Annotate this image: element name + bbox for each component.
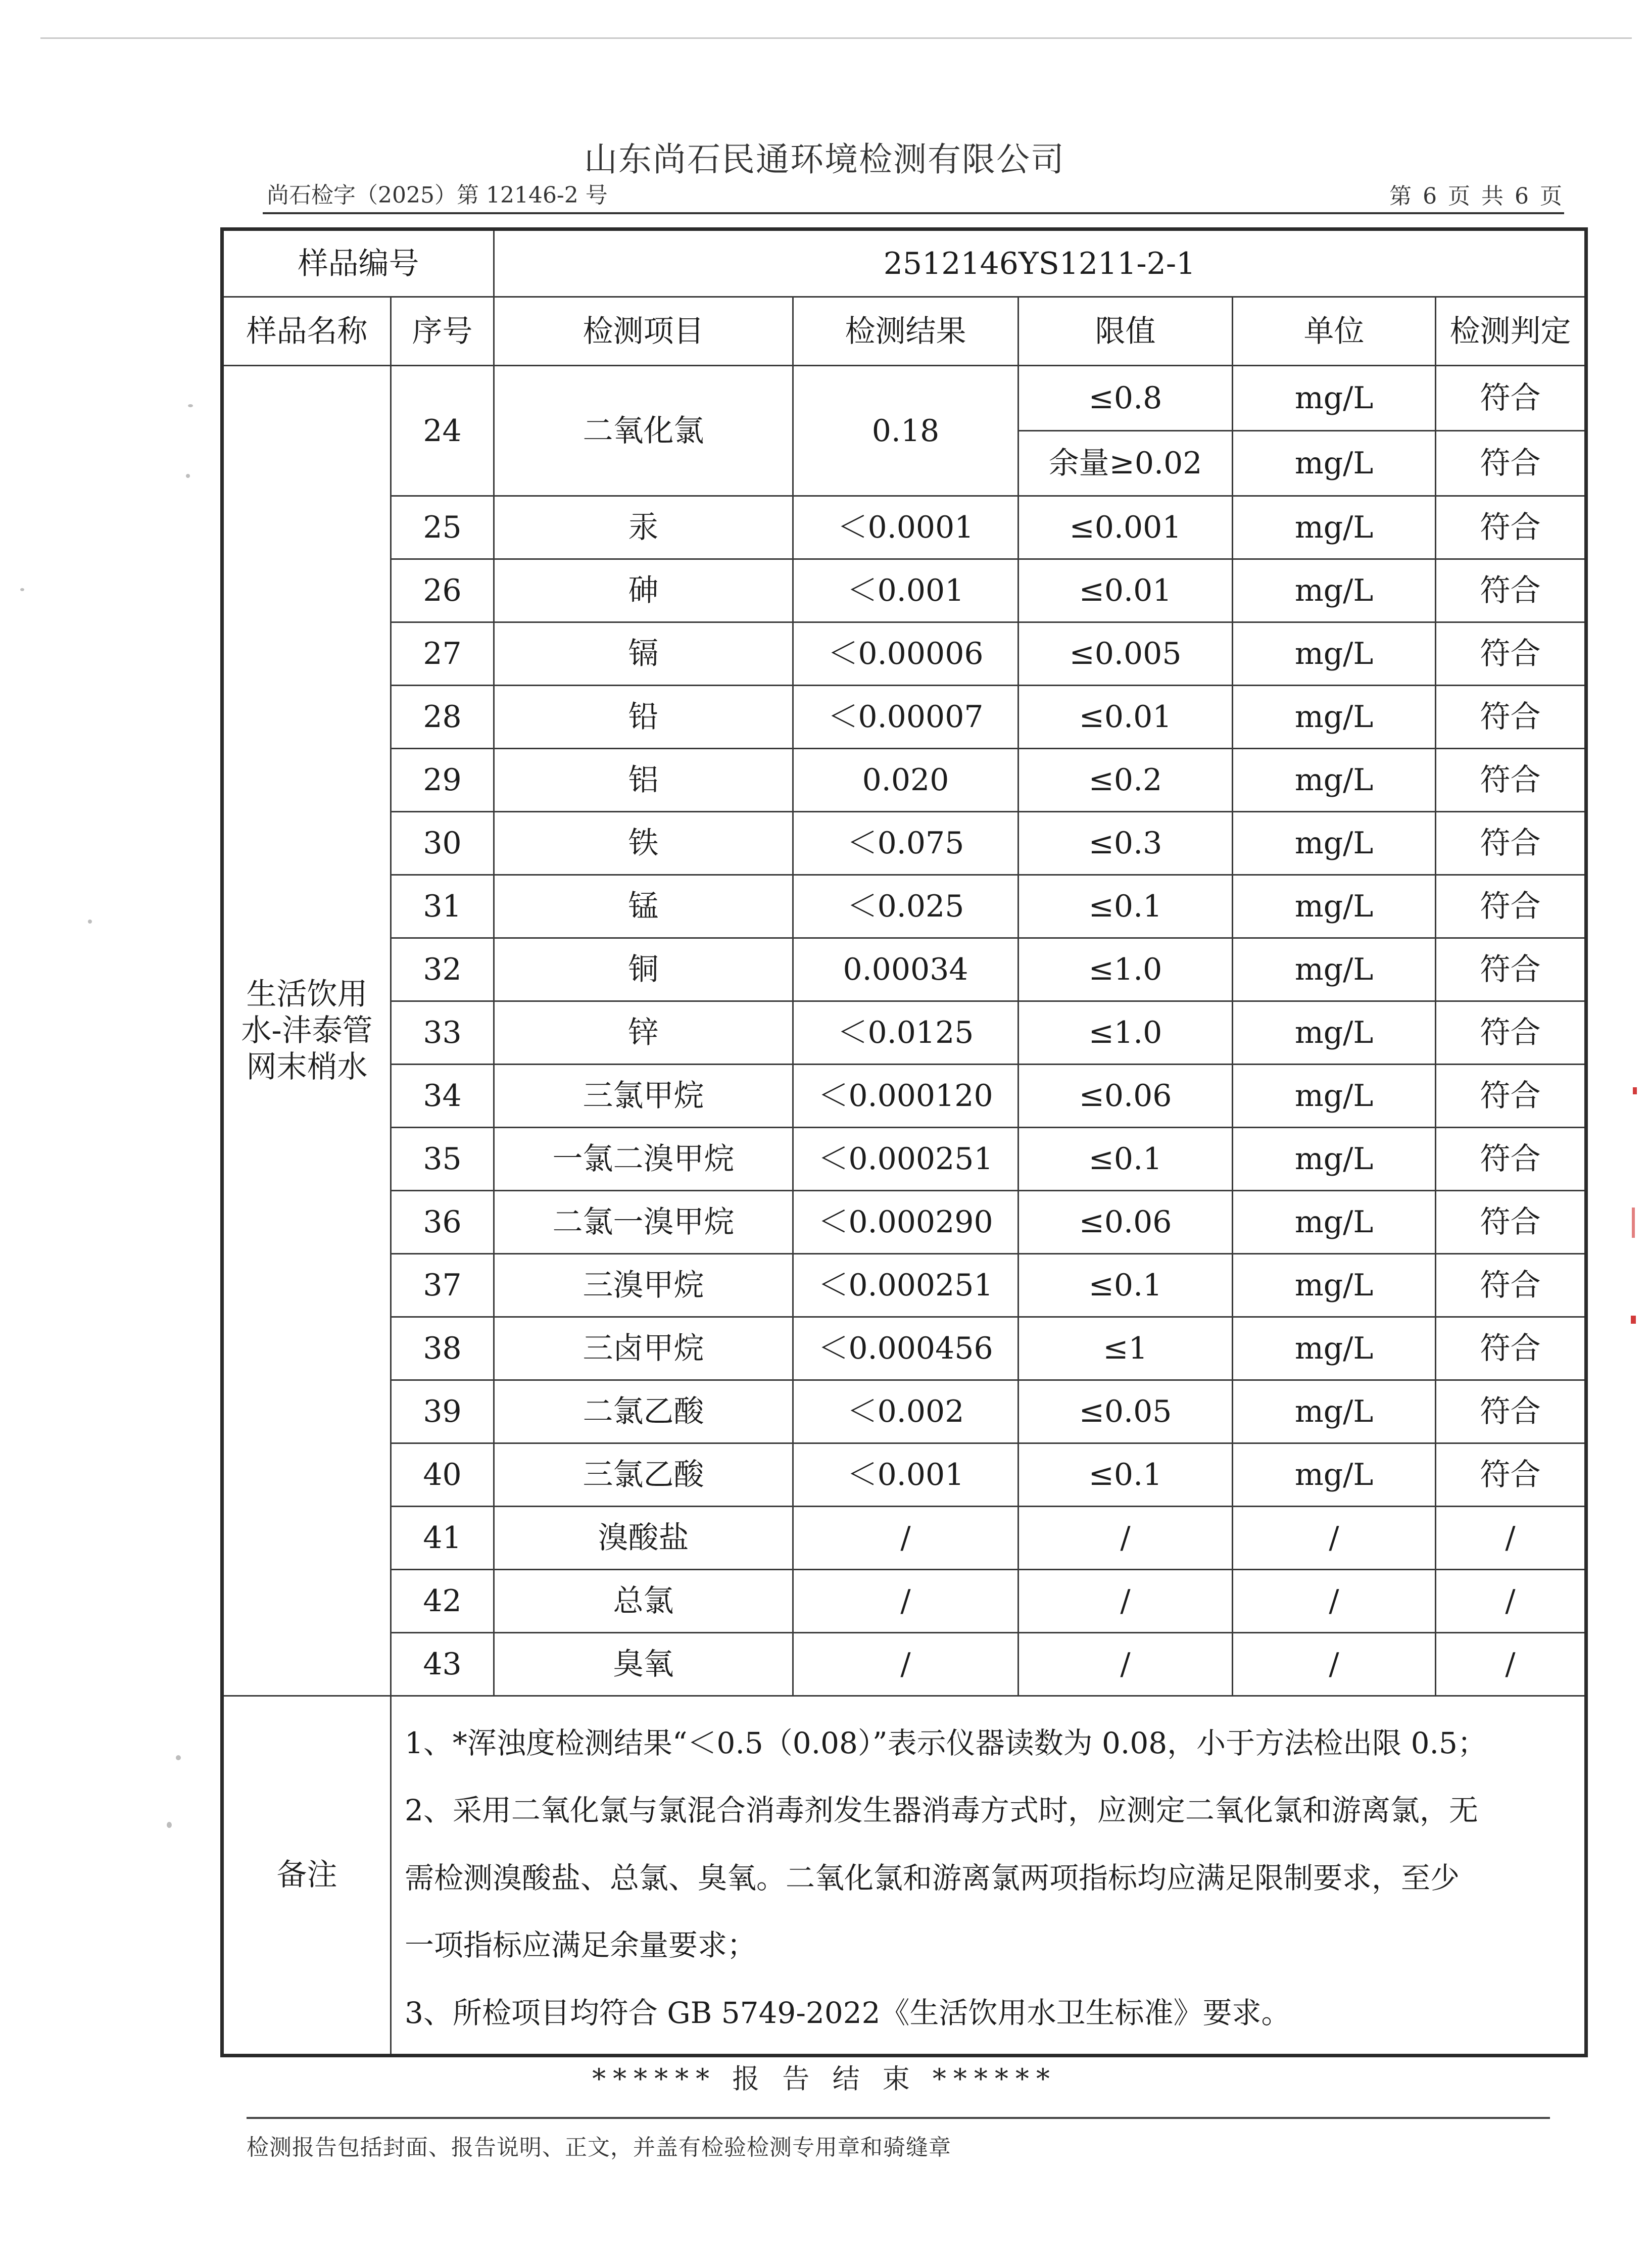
item-cell: 三溴甲烷 — [494, 1254, 793, 1317]
unit-cell: mg/L — [1233, 1380, 1436, 1443]
judge-cell: 符合 — [1436, 1001, 1586, 1065]
seq-cell: 37 — [391, 1254, 494, 1317]
judge-cell: 符合 — [1436, 812, 1586, 875]
unit-cell: mg/L — [1233, 686, 1436, 749]
scan-top-edge — [40, 37, 1632, 39]
limit-cell: ≤0.2 — [1019, 749, 1233, 812]
limit-cell: ≤0.01 — [1019, 559, 1233, 622]
limit-cell: ≤0.3 — [1019, 812, 1233, 875]
seq-cell: 25 — [391, 496, 494, 559]
sample-number-label: 样品编号 — [222, 229, 494, 297]
unit-cell: / — [1233, 1633, 1436, 1696]
judge-cell: 符合 — [1436, 875, 1586, 938]
table-row — [222, 1380, 1586, 1443]
judge-cell: 符合 — [1436, 686, 1586, 749]
seq-cell: 42 — [391, 1570, 494, 1633]
remark-line: 3、所检项目均符合 GB 5749-2022《生活饮用水卫生标准》要求。 — [405, 1995, 1291, 2030]
header-unit: 单位 — [1233, 297, 1436, 366]
result-cell: ＜0.000290 — [793, 1191, 1019, 1254]
limit-cell: ≤0.1 — [1019, 1254, 1233, 1317]
header-judgement: 检测判定 — [1436, 297, 1586, 366]
table-row — [222, 622, 1586, 686]
seq-cell: 36 — [391, 1191, 494, 1254]
item-cell: 镉 — [494, 622, 793, 686]
table-row — [222, 1001, 1586, 1065]
result-cell: ＜0.025 — [793, 875, 1019, 938]
table-row — [222, 1254, 1586, 1317]
result-cell: ＜0.00006 — [793, 622, 1019, 686]
limit-cell: ≤1.0 — [1019, 1001, 1233, 1065]
table-row — [222, 1128, 1586, 1191]
scan-speck — [186, 474, 190, 478]
judge-cell: 符合 — [1436, 622, 1586, 686]
unit-cell: mg/L — [1233, 875, 1436, 938]
sample-number-value: 2512146YS1211-2-1 — [494, 229, 1586, 297]
unit-cell: / — [1233, 1570, 1436, 1633]
unit-cell: mg/L — [1233, 749, 1436, 812]
unit-cell: mg/L — [1233, 1128, 1436, 1191]
table-row — [222, 559, 1586, 622]
result-cell: ＜0.0001 — [793, 496, 1019, 559]
item-cell: 三氯乙酸 — [494, 1443, 793, 1507]
judge-cell: 符合 — [1436, 1254, 1586, 1317]
judge-cell: 符合 — [1436, 1317, 1586, 1380]
limit-cell: ≤0.005 — [1019, 622, 1233, 686]
result-cell: / — [793, 1570, 1019, 1633]
scan-speck — [167, 1822, 172, 1828]
company-name: 山东尚石民通环境检测有限公司 — [584, 140, 1065, 179]
result-cell: / — [793, 1507, 1019, 1570]
seq-cell: 33 — [391, 1001, 494, 1065]
limit-cell: ≤1.0 — [1019, 938, 1233, 1001]
table-row — [222, 1191, 1586, 1254]
item-cell: 铝 — [494, 749, 793, 812]
judge-cell: 符合 — [1436, 431, 1586, 496]
unit-cell: mg/L — [1233, 1317, 1436, 1380]
judge-cell: 符合 — [1436, 1443, 1586, 1507]
seq-cell: 35 — [391, 1128, 494, 1191]
table-row — [222, 686, 1586, 749]
results-table — [220, 227, 1588, 2057]
header-seq: 序号 — [391, 297, 494, 366]
result-cell: / — [793, 1633, 1019, 1696]
result-cell: ＜0.00007 — [793, 686, 1019, 749]
report-number: 尚石检字（2025）第 12146-2 号 — [267, 182, 608, 208]
item-cell: 汞 — [494, 496, 793, 559]
unit-cell: mg/L — [1233, 431, 1436, 496]
item-cell: 二氧化氯 — [494, 366, 793, 496]
item-cell: 总氯 — [494, 1570, 793, 1633]
remark-line: 1、*浑浊度检测结果“＜0.5（0.08）”表示仪器读数为 0.08，小于方法检出限 0.5； — [405, 1726, 1487, 1760]
item-cell: 砷 — [494, 559, 793, 622]
binding-stamp-edge — [1631, 1316, 1636, 1324]
header-item: 检测项目 — [494, 297, 793, 366]
limit-cell: ≤0.01 — [1019, 686, 1233, 749]
judge-cell: 符合 — [1436, 1128, 1586, 1191]
table-row — [222, 749, 1586, 812]
result-cell: 0.00034 — [793, 938, 1019, 1001]
binding-stamp-edge — [1633, 1087, 1637, 1094]
limit-cell: ≤0.8 — [1019, 366, 1233, 431]
limit-cell: / — [1019, 1570, 1233, 1633]
scan-speck — [88, 920, 92, 924]
judge-cell: 符合 — [1436, 938, 1586, 1001]
limit-cell: ≤0.1 — [1019, 1128, 1233, 1191]
seq-cell: 32 — [391, 938, 494, 1001]
limit-cell: ≤0.1 — [1019, 875, 1233, 938]
table-row — [222, 1443, 1586, 1507]
table-row — [222, 1317, 1586, 1380]
seq-cell: 29 — [391, 749, 494, 812]
table-row — [222, 366, 1586, 431]
unit-cell: mg/L — [1233, 1443, 1436, 1507]
scan-speck — [20, 588, 24, 591]
unit-cell: mg/L — [1233, 1001, 1436, 1065]
unit-cell: mg/L — [1233, 812, 1436, 875]
seq-cell: 31 — [391, 875, 494, 938]
seq-cell: 26 — [391, 559, 494, 622]
judge-cell: 符合 — [1436, 559, 1586, 622]
scan-speck — [188, 404, 193, 407]
seq-cell: 24 — [391, 366, 494, 496]
column-header-row — [222, 297, 1586, 366]
limit-cell: ≤0.1 — [1019, 1443, 1233, 1507]
item-cell: 锰 — [494, 875, 793, 938]
seq-cell: 38 — [391, 1317, 494, 1380]
item-cell: 铅 — [494, 686, 793, 749]
judge-cell: / — [1436, 1507, 1586, 1570]
limit-cell: ≤0.05 — [1019, 1380, 1233, 1443]
judge-cell: 符合 — [1436, 1065, 1586, 1128]
table-row — [222, 1570, 1586, 1633]
sample-name: 生活饮用水-沣泰管网末梢水 — [222, 366, 391, 1696]
judge-cell: 符合 — [1436, 1380, 1586, 1443]
seq-cell: 41 — [391, 1507, 494, 1570]
unit-cell: mg/L — [1233, 366, 1436, 431]
item-cell: 二氯乙酸 — [494, 1380, 793, 1443]
judge-cell: 符合 — [1436, 749, 1586, 812]
limit-cell: / — [1019, 1633, 1233, 1696]
remark-line: 2、采用二氧化氯与氯混合消毒剂发生器消毒方式时，应测定二氧化氯和游离氯，无 — [405, 1793, 1478, 1828]
result-cell: ＜0.002 — [793, 1380, 1019, 1443]
footer-note: 检测报告包括封面、报告说明、正文，并盖有检验检测专用章和骑缝章 — [247, 2135, 951, 2160]
table-row — [222, 812, 1586, 875]
table-row — [222, 496, 1586, 559]
result-cell: ＜0.000120 — [793, 1065, 1019, 1128]
result-cell: ＜0.075 — [793, 812, 1019, 875]
header-rule — [263, 212, 1564, 214]
judge-cell: 符合 — [1436, 366, 1586, 431]
limit-cell: ≤1 — [1019, 1317, 1233, 1380]
item-cell: 溴酸盐 — [494, 1507, 793, 1570]
seq-cell: 34 — [391, 1065, 494, 1128]
scan-speck — [176, 1755, 181, 1760]
result-cell: 0.18 — [793, 366, 1019, 496]
unit-cell: mg/L — [1233, 496, 1436, 559]
header-sample-name: 样品名称 — [222, 297, 391, 366]
seq-cell: 43 — [391, 1633, 494, 1696]
seq-cell: 40 — [391, 1443, 494, 1507]
remarks-row — [222, 1696, 1586, 2056]
unit-cell: mg/L — [1233, 1191, 1436, 1254]
result-cell: ＜0.001 — [793, 1443, 1019, 1507]
item-cell: 铁 — [494, 812, 793, 875]
result-cell: ＜0.0125 — [793, 1001, 1019, 1065]
result-cell: ＜0.000251 — [793, 1254, 1019, 1317]
judge-cell: / — [1436, 1633, 1586, 1696]
unit-cell: / — [1233, 1507, 1436, 1570]
header-result: 检测结果 — [793, 297, 1019, 366]
unit-cell: mg/L — [1233, 938, 1436, 1001]
result-cell: ＜0.000251 — [793, 1128, 1019, 1191]
judge-cell: / — [1436, 1570, 1586, 1633]
remarks-label: 备注 — [222, 1696, 391, 2056]
limit-cell: ≤0.06 — [1019, 1065, 1233, 1128]
result-cell: ＜0.000456 — [793, 1317, 1019, 1380]
seq-cell: 27 — [391, 622, 494, 686]
table-row — [222, 875, 1586, 938]
header-limit: 限值 — [1019, 297, 1233, 366]
unit-cell: mg/L — [1233, 1065, 1436, 1128]
result-cell: ＜0.001 — [793, 559, 1019, 622]
page-number: 第 6 页 共 6 页 — [1389, 183, 1564, 209]
footer-rule — [247, 2117, 1550, 2119]
table-row — [222, 938, 1586, 1001]
unit-cell: mg/L — [1233, 559, 1436, 622]
item-cell: 铜 — [494, 938, 793, 1001]
judge-cell: 符合 — [1436, 1191, 1586, 1254]
binding-stamp-edge — [1632, 1208, 1635, 1238]
item-cell: 臭氧 — [494, 1633, 793, 1696]
limit-cell: / — [1019, 1507, 1233, 1570]
remarks-content — [391, 1696, 1586, 2056]
item-cell: 三卤甲烷 — [494, 1317, 793, 1380]
remark-line: 一项指标应满足余量要求； — [405, 1928, 757, 1963]
unit-cell: mg/L — [1233, 622, 1436, 686]
limit-cell: ≤0.001 — [1019, 496, 1233, 559]
table-row — [222, 1507, 1586, 1570]
remark-line: 需检测溴酸盐、总氯、臭氧。二氧化氯和游离氯两项指标均应满足限制要求，至少 — [405, 1860, 1460, 1895]
item-cell: 二氯一溴甲烷 — [494, 1191, 793, 1254]
seq-cell: 39 — [391, 1380, 494, 1443]
item-cell: 锌 — [494, 1001, 793, 1065]
report-end-marker: ****** 报 告 结 束 ****** — [592, 2063, 1057, 2095]
seq-cell: 28 — [391, 686, 494, 749]
limit-cell: ≤0.06 — [1019, 1191, 1233, 1254]
judge-cell: 符合 — [1436, 496, 1586, 559]
sample-number-row — [222, 229, 1586, 297]
item-cell: 三氯甲烷 — [494, 1065, 793, 1128]
item-cell: 一氯二溴甲烷 — [494, 1128, 793, 1191]
table-row — [222, 1065, 1586, 1128]
seq-cell: 30 — [391, 812, 494, 875]
result-cell: 0.020 — [793, 749, 1019, 812]
table-row — [222, 1633, 1586, 1696]
unit-cell: mg/L — [1233, 1254, 1436, 1317]
limit-cell: 余量≥0.02 — [1019, 431, 1233, 496]
